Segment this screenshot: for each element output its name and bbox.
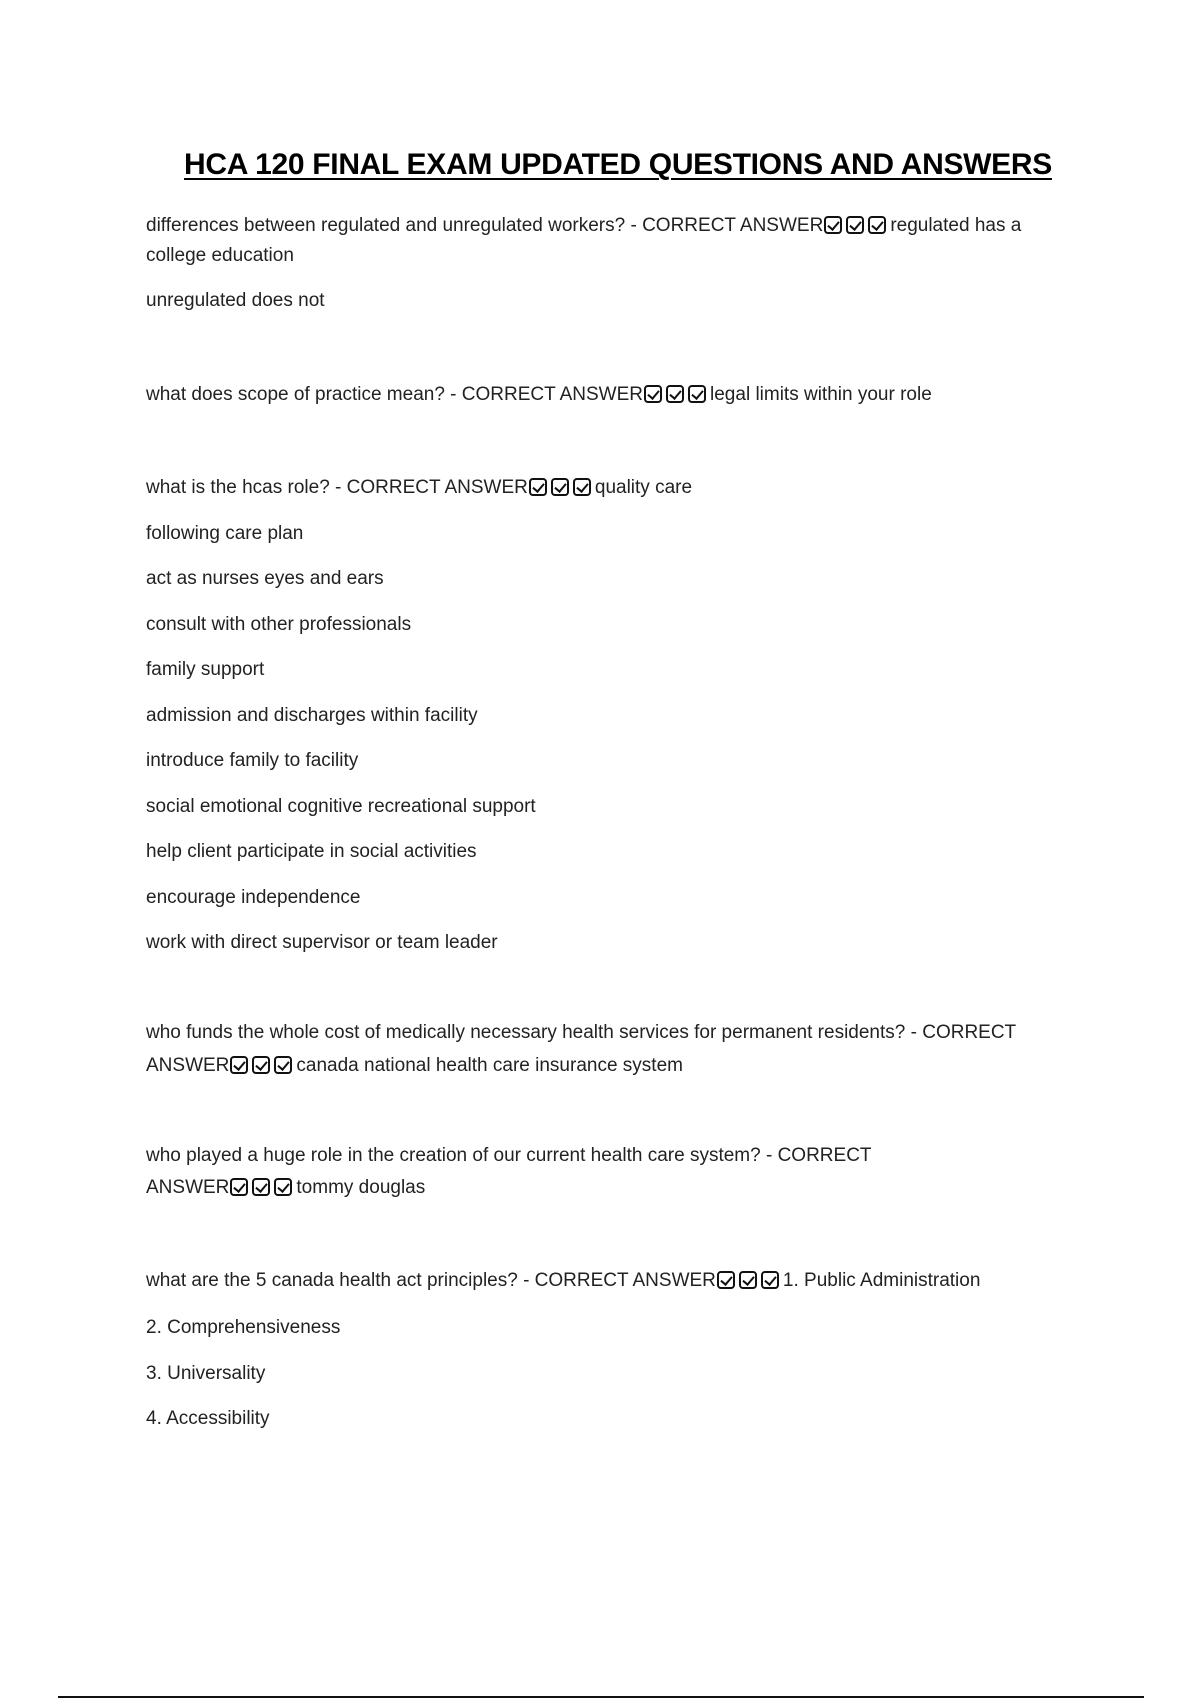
checkbox-checked-icon bbox=[230, 1056, 248, 1074]
question-1 bbox=[146, 216, 1021, 236]
question-text: differences between regulated and unregulated workers? - CORRECT ANSWER bbox=[146, 215, 824, 236]
answer-marker-icons bbox=[824, 216, 890, 236]
answer-marker-icons bbox=[644, 385, 710, 405]
question-text: what does scope of practice mean? - CORRECT ANSWER bbox=[146, 384, 644, 405]
question-text: what is the hcas role? - CORRECT ANSWER bbox=[146, 477, 528, 498]
question-4: who funds the whole cost of medically necessary health services for permanent residents? - CORRECT bbox=[146, 1022, 1017, 1043]
answer-line: act as nurses eyes and ears bbox=[146, 568, 384, 589]
answer-line: help client participate in social activities bbox=[146, 841, 477, 862]
question-5-continued bbox=[146, 1178, 425, 1198]
answer-line: consult with other professionals bbox=[146, 614, 412, 635]
answer-marker-icons bbox=[230, 1178, 296, 1198]
question-2 bbox=[146, 385, 932, 405]
question-4-continued bbox=[146, 1056, 683, 1076]
checkbox-checked-icon bbox=[739, 1271, 757, 1289]
checkbox-checked-icon bbox=[274, 1178, 292, 1196]
checkbox-checked-icon bbox=[666, 385, 684, 403]
checkbox-checked-icon bbox=[252, 1178, 270, 1196]
checkbox-checked-icon bbox=[551, 478, 569, 496]
answer-line: work with direct supervisor or team leader bbox=[146, 932, 498, 953]
answer-line: following care plan bbox=[146, 523, 304, 544]
checkbox-checked-icon bbox=[688, 385, 706, 403]
answer-text: regulated has a bbox=[890, 215, 1022, 236]
answer-line: encourage independence bbox=[146, 887, 361, 908]
answer-line: 4. Accessibility bbox=[146, 1408, 270, 1429]
checkbox-checked-icon bbox=[529, 478, 547, 496]
checkbox-checked-icon bbox=[573, 478, 591, 496]
answer-line: social emotional cognitive recreational support bbox=[146, 796, 536, 817]
answer-text: legal limits within your role bbox=[710, 384, 932, 405]
question-text: what are the 5 canada health act principles? - CORRECT ANSWER bbox=[146, 1270, 716, 1291]
question-5: who played a huge role in the creation of our current health care system? - CORRECT bbox=[146, 1145, 872, 1166]
checkbox-checked-icon bbox=[717, 1271, 735, 1289]
checkbox-checked-icon bbox=[252, 1056, 270, 1074]
page-title: HCA 120 FINAL EXAM UPDATED QUESTIONS AND ANSWERS bbox=[184, 148, 1052, 181]
question-text: ANSWER bbox=[146, 1055, 230, 1076]
checkbox-checked-icon bbox=[644, 385, 662, 403]
question-6 bbox=[146, 1271, 980, 1291]
checkbox-checked-icon bbox=[824, 216, 842, 234]
checkbox-checked-icon bbox=[846, 216, 864, 234]
answer-text: 1. Public Administration bbox=[782, 1270, 981, 1291]
answer-line: admission and discharges within facility bbox=[146, 705, 478, 726]
answer-line: introduce family to facility bbox=[146, 750, 359, 771]
checkbox-checked-icon bbox=[230, 1178, 248, 1196]
answer-line: unregulated does not bbox=[146, 290, 325, 311]
answer-text: canada national health care insurance system bbox=[296, 1055, 683, 1076]
answer-line: 3. Universality bbox=[146, 1363, 266, 1384]
answer-line: family support bbox=[146, 659, 265, 680]
answer-text: tommy douglas bbox=[296, 1177, 426, 1198]
checkbox-checked-icon bbox=[761, 1271, 779, 1289]
question-3 bbox=[146, 478, 692, 498]
answer-marker-icons bbox=[717, 1271, 783, 1291]
answer-continuation: college education bbox=[146, 245, 294, 266]
question-text: ANSWER bbox=[146, 1177, 230, 1198]
answer-marker-icons bbox=[529, 478, 595, 498]
footer-divider bbox=[58, 1696, 1144, 1698]
answer-text: quality care bbox=[594, 477, 693, 498]
answer-marker-icons bbox=[230, 1056, 296, 1076]
checkbox-checked-icon bbox=[274, 1056, 292, 1074]
answer-line: 2. Comprehensiveness bbox=[146, 1317, 341, 1338]
checkbox-checked-icon bbox=[868, 216, 886, 234]
